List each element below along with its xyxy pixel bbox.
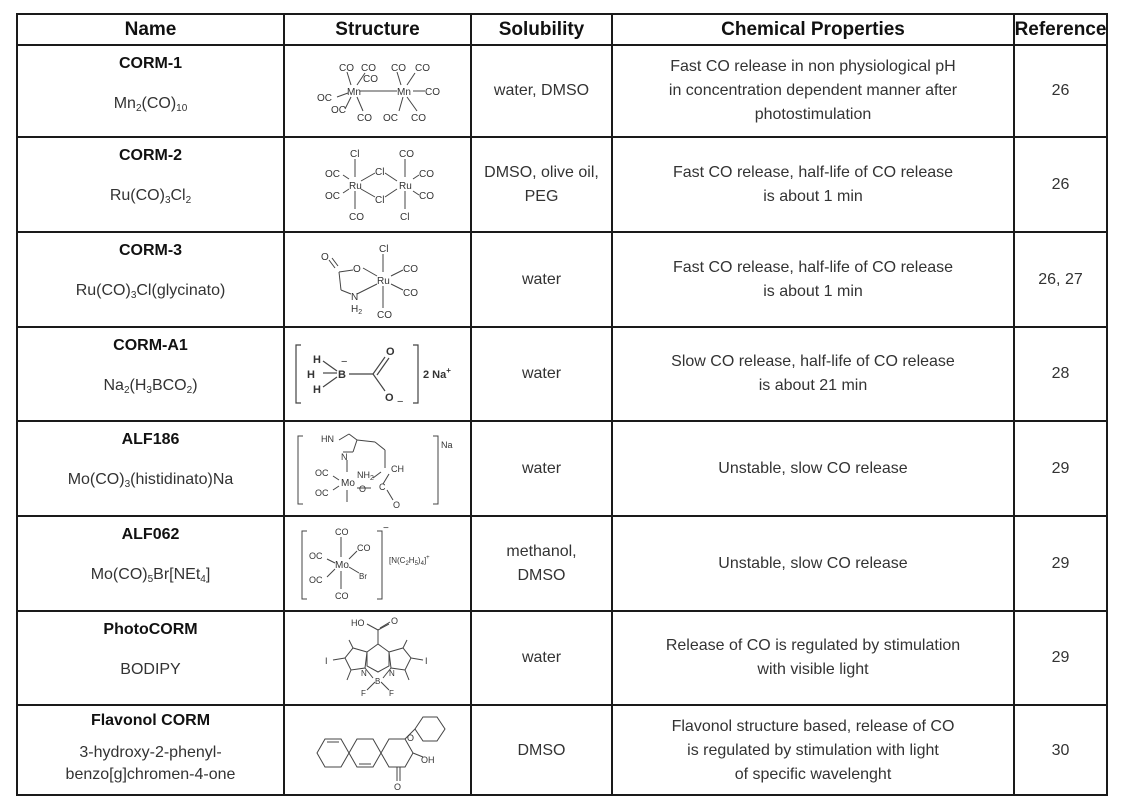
svg-text:CO: CO bbox=[360, 63, 376, 74]
properties-line: Fast CO release, half-life of CO release bbox=[672, 163, 954, 181]
svg-text:O: O bbox=[392, 499, 400, 510]
reference-text: 28 bbox=[1051, 365, 1070, 382]
svg-text:O: O bbox=[385, 346, 395, 358]
svg-text:OC: OC bbox=[330, 105, 346, 116]
svg-text:H2: $H_2$ bbox=[350, 303, 362, 316]
table-row bbox=[18, 46, 1106, 138]
svg-text:CO: CO bbox=[414, 63, 430, 74]
structure-cell bbox=[285, 328, 472, 420]
svg-text:OH: OH bbox=[420, 755, 434, 765]
properties-cell bbox=[613, 233, 1015, 326]
name-cell bbox=[18, 422, 285, 515]
svg-text:N: N bbox=[340, 451, 347, 462]
svg-text:Mo: Mo bbox=[340, 477, 355, 489]
properties-cell bbox=[613, 46, 1015, 136]
name-cell bbox=[18, 706, 285, 796]
name-cell bbox=[18, 328, 285, 420]
svg-text:N: N bbox=[350, 291, 358, 303]
svg-text:O: O bbox=[352, 263, 361, 275]
reference-text: 29 bbox=[1051, 649, 1070, 666]
properties-cell bbox=[613, 422, 1015, 515]
svg-text:CO: CO bbox=[362, 74, 378, 85]
solubility-cell bbox=[472, 706, 613, 796]
svg-text:OC: OC bbox=[308, 574, 322, 585]
svg-text:CO: CO bbox=[334, 526, 348, 537]
name-cell bbox=[18, 612, 285, 704]
properties-line: Fast CO release in non physiological pH bbox=[670, 58, 956, 75]
header-chemical-properties: Chemical Properties bbox=[613, 15, 1015, 44]
reference-cell bbox=[1015, 328, 1106, 420]
compound-name: ALF062 bbox=[121, 526, 180, 543]
svg-text:Ru: Ru bbox=[376, 275, 390, 287]
reference-text: 26 bbox=[1051, 175, 1070, 193]
properties-cell bbox=[613, 706, 1015, 796]
svg-text:CH: CH bbox=[390, 463, 404, 474]
name-cell bbox=[18, 233, 285, 326]
properties-line: in concentration dependent manner after bbox=[668, 82, 958, 99]
corm1-structure-image bbox=[303, 55, 453, 127]
solubility-text: water bbox=[521, 270, 562, 288]
structure-cell bbox=[285, 517, 472, 610]
compound-name: CORM-1 bbox=[118, 55, 183, 72]
compound-name: ALF186 bbox=[121, 431, 180, 448]
corm2-structure-image bbox=[303, 145, 453, 225]
svg-text:NH2: $NH_2$ bbox=[356, 469, 374, 482]
compound-name: CORM-A1 bbox=[113, 337, 188, 354]
svg-text:N: N bbox=[360, 669, 367, 678]
structure-cell bbox=[285, 233, 472, 326]
reference-text: 26, 27 bbox=[1038, 270, 1083, 288]
svg-text:Mo: Mo bbox=[334, 559, 349, 571]
properties-line: Release of CO is regulated by stimulation bbox=[665, 637, 961, 654]
properties-line: photostimulation bbox=[754, 106, 872, 123]
compound-formula: $Na_2(H_3BCO_2)$ bbox=[103, 377, 198, 396]
svg-text:O: O bbox=[393, 782, 401, 791]
svg-text:OC: OC bbox=[316, 93, 332, 104]
table-row bbox=[18, 517, 1106, 612]
svg-text:Mn: Mn bbox=[396, 87, 411, 98]
svg-text:O: O bbox=[406, 733, 414, 743]
corm-a1-structure-image bbox=[293, 339, 463, 409]
svg-text:CO: CO bbox=[334, 590, 348, 601]
solubility-cell bbox=[472, 517, 613, 610]
svg-text:Cl: Cl bbox=[349, 148, 359, 160]
structure-cell bbox=[285, 422, 472, 515]
table-row bbox=[18, 612, 1106, 706]
svg-text:H: H bbox=[312, 354, 321, 366]
svg-text:C: C bbox=[378, 481, 385, 492]
header-name: Name bbox=[18, 15, 285, 44]
corm-table bbox=[16, 13, 1108, 796]
properties-line: is about 21 min bbox=[758, 377, 868, 394]
properties-line: Unstable, slow CO release bbox=[718, 554, 908, 572]
svg-text:[N(C2H5)4]+: $[N(C_2H_5)_4]^+$ bbox=[388, 554, 430, 567]
table-header-row bbox=[18, 15, 1106, 46]
corm3-structure-image bbox=[313, 238, 443, 322]
svg-text:I: I bbox=[324, 656, 328, 666]
name-cell bbox=[18, 46, 285, 136]
compound-formula: $Ru(CO)_3Cl_2$ bbox=[109, 187, 192, 206]
svg-text:OC: OC bbox=[308, 550, 322, 561]
table-row bbox=[18, 706, 1106, 796]
structure-cell bbox=[285, 706, 472, 796]
reference-cell bbox=[1015, 46, 1106, 136]
reference-text: 29 bbox=[1051, 554, 1070, 572]
svg-text:F: F bbox=[388, 689, 394, 698]
svg-text:CO: CO bbox=[410, 113, 426, 124]
svg-text:CO: CO bbox=[356, 113, 372, 124]
solubility-text: DMSO bbox=[517, 742, 566, 759]
solubility-text: water, DMSO bbox=[493, 82, 590, 99]
svg-text:CO: CO bbox=[390, 63, 406, 74]
solubility-cell bbox=[472, 233, 613, 326]
structure-cell bbox=[285, 612, 472, 704]
compound-name: CORM-2 bbox=[118, 147, 183, 164]
solubility-text: DMSO, olive oil, bbox=[484, 163, 599, 181]
solubility-text: methanol, bbox=[506, 542, 577, 560]
reference-text: 30 bbox=[1051, 742, 1070, 759]
name-cell bbox=[18, 138, 285, 231]
properties-cell bbox=[613, 517, 1015, 610]
name-cell bbox=[18, 517, 285, 610]
svg-text:CO: CO bbox=[348, 211, 364, 223]
solubility-text: DMSO bbox=[517, 566, 566, 584]
svg-text:F: F bbox=[360, 689, 366, 698]
svg-text:O: O bbox=[320, 251, 329, 263]
solubility-cell bbox=[472, 612, 613, 704]
properties-line: is about 1 min bbox=[763, 187, 863, 205]
svg-text:CO: CO bbox=[338, 63, 354, 74]
compound-formula: $Mo(CO)_5Br[NEt_4]$ bbox=[90, 566, 211, 585]
svg-text:CO: CO bbox=[376, 309, 392, 321]
svg-text:CO: CO bbox=[418, 168, 434, 180]
svg-text:CO: CO bbox=[402, 287, 418, 299]
svg-text:CO: CO bbox=[424, 87, 440, 98]
svg-text:O: O bbox=[358, 483, 366, 494]
table-row bbox=[18, 422, 1106, 517]
svg-text:HN: HN bbox=[320, 433, 334, 444]
svg-text:OC: OC bbox=[324, 190, 340, 202]
photocorm-structure-image bbox=[303, 616, 453, 700]
svg-text:Ru: Ru bbox=[398, 180, 412, 192]
reference-cell bbox=[1015, 612, 1106, 704]
svg-text:CO: CO bbox=[402, 263, 418, 275]
svg-text:Br: Br bbox=[358, 571, 367, 581]
svg-text:I: I bbox=[424, 656, 428, 666]
svg-text:B: B bbox=[374, 677, 380, 686]
solubility-cell bbox=[472, 422, 613, 515]
compound-name: Flavonol CORM bbox=[90, 712, 211, 729]
svg-text:H: H bbox=[306, 369, 315, 381]
solubility-text: PEG bbox=[524, 187, 559, 205]
alf186-structure-image bbox=[293, 428, 463, 510]
properties-line: Slow CO release, half-life of CO release bbox=[671, 353, 955, 370]
compound-name: CORM-3 bbox=[118, 242, 183, 259]
table-row bbox=[18, 328, 1106, 422]
header-solubility: Solubility bbox=[472, 15, 613, 44]
compound-formula: benzo[g]chromen-4-one bbox=[65, 766, 236, 783]
solubility-cell bbox=[472, 328, 613, 420]
properties-cell bbox=[613, 612, 1015, 704]
svg-text:H: H bbox=[312, 384, 321, 396]
svg-text:Cl: Cl bbox=[399, 211, 409, 223]
structure-cell bbox=[285, 138, 472, 231]
svg-text:−: − bbox=[382, 522, 389, 534]
properties-line: of specific wavelenght bbox=[734, 766, 892, 783]
svg-text:−: − bbox=[340, 356, 347, 368]
solubility-text: water bbox=[521, 649, 562, 666]
svg-text:−: − bbox=[396, 396, 403, 408]
svg-text:Na: Na bbox=[440, 439, 453, 450]
svg-text:Ru: Ru bbox=[348, 180, 362, 192]
svg-text:HO: HO bbox=[350, 618, 364, 628]
reference-cell bbox=[1015, 422, 1106, 515]
svg-text:N: N bbox=[388, 669, 395, 678]
compound-formula: 3-hydroxy-2-phenyl- bbox=[79, 744, 222, 761]
svg-text:OC: OC bbox=[314, 487, 328, 498]
reference-cell bbox=[1015, 138, 1106, 231]
reference-text: 26 bbox=[1051, 82, 1070, 99]
svg-text:O: O bbox=[390, 616, 398, 626]
properties-line: is regulated by stimulation with light bbox=[687, 742, 939, 759]
solubility-text: water bbox=[521, 459, 562, 477]
svg-text:B: B bbox=[337, 369, 346, 381]
svg-text:OC: OC bbox=[382, 113, 398, 124]
alf062-structure-image bbox=[293, 523, 463, 605]
flavonol-structure-image bbox=[303, 711, 453, 791]
compound-formula: BODIPY bbox=[120, 661, 181, 678]
svg-text:CO: CO bbox=[356, 542, 370, 553]
svg-text:Cl: Cl bbox=[374, 166, 384, 178]
svg-text:CO: CO bbox=[418, 190, 434, 202]
header-structure: Structure bbox=[285, 15, 472, 44]
svg-text:Mn: Mn bbox=[346, 87, 361, 98]
svg-text:OC: OC bbox=[314, 467, 328, 478]
compound-formula: $Mn_2(CO)_{10}$ bbox=[113, 95, 188, 114]
reference-cell bbox=[1015, 517, 1106, 610]
properties-line: with visible light bbox=[757, 661, 869, 678]
compound-name: PhotoCORM bbox=[103, 621, 198, 638]
svg-text:Cl: Cl bbox=[374, 194, 384, 206]
reference-cell bbox=[1015, 233, 1106, 326]
compound-formula: $Ru(CO)_3Cl(glycinato)$ bbox=[75, 282, 226, 301]
header-reference: Reference bbox=[1015, 18, 1106, 40]
solubility-cell bbox=[472, 138, 613, 231]
properties-line: Fast CO release, half-life of CO release bbox=[672, 258, 954, 276]
solubility-cell bbox=[472, 46, 613, 136]
properties-cell bbox=[613, 138, 1015, 231]
compound-formula: $Mo(CO)_3(histidinato)Na$ bbox=[67, 471, 234, 490]
properties-line: Unstable, slow CO release bbox=[718, 459, 908, 477]
svg-text:O: O bbox=[384, 392, 394, 404]
properties-line: Flavonol structure based, release of CO bbox=[671, 718, 955, 735]
svg-text:2 Na+: 2 Na+ bbox=[422, 366, 451, 381]
svg-text:OC: OC bbox=[324, 168, 340, 180]
svg-text:Cl: Cl bbox=[378, 243, 388, 255]
reference-text: 29 bbox=[1051, 459, 1070, 477]
table-row bbox=[18, 233, 1106, 328]
properties-line: is about 1 min bbox=[763, 282, 863, 300]
table-row bbox=[18, 138, 1106, 233]
properties-cell bbox=[613, 328, 1015, 420]
svg-text:CO: CO bbox=[398, 148, 414, 160]
reference-cell bbox=[1015, 706, 1106, 796]
structure-cell bbox=[285, 46, 472, 136]
solubility-text: water bbox=[521, 365, 562, 382]
